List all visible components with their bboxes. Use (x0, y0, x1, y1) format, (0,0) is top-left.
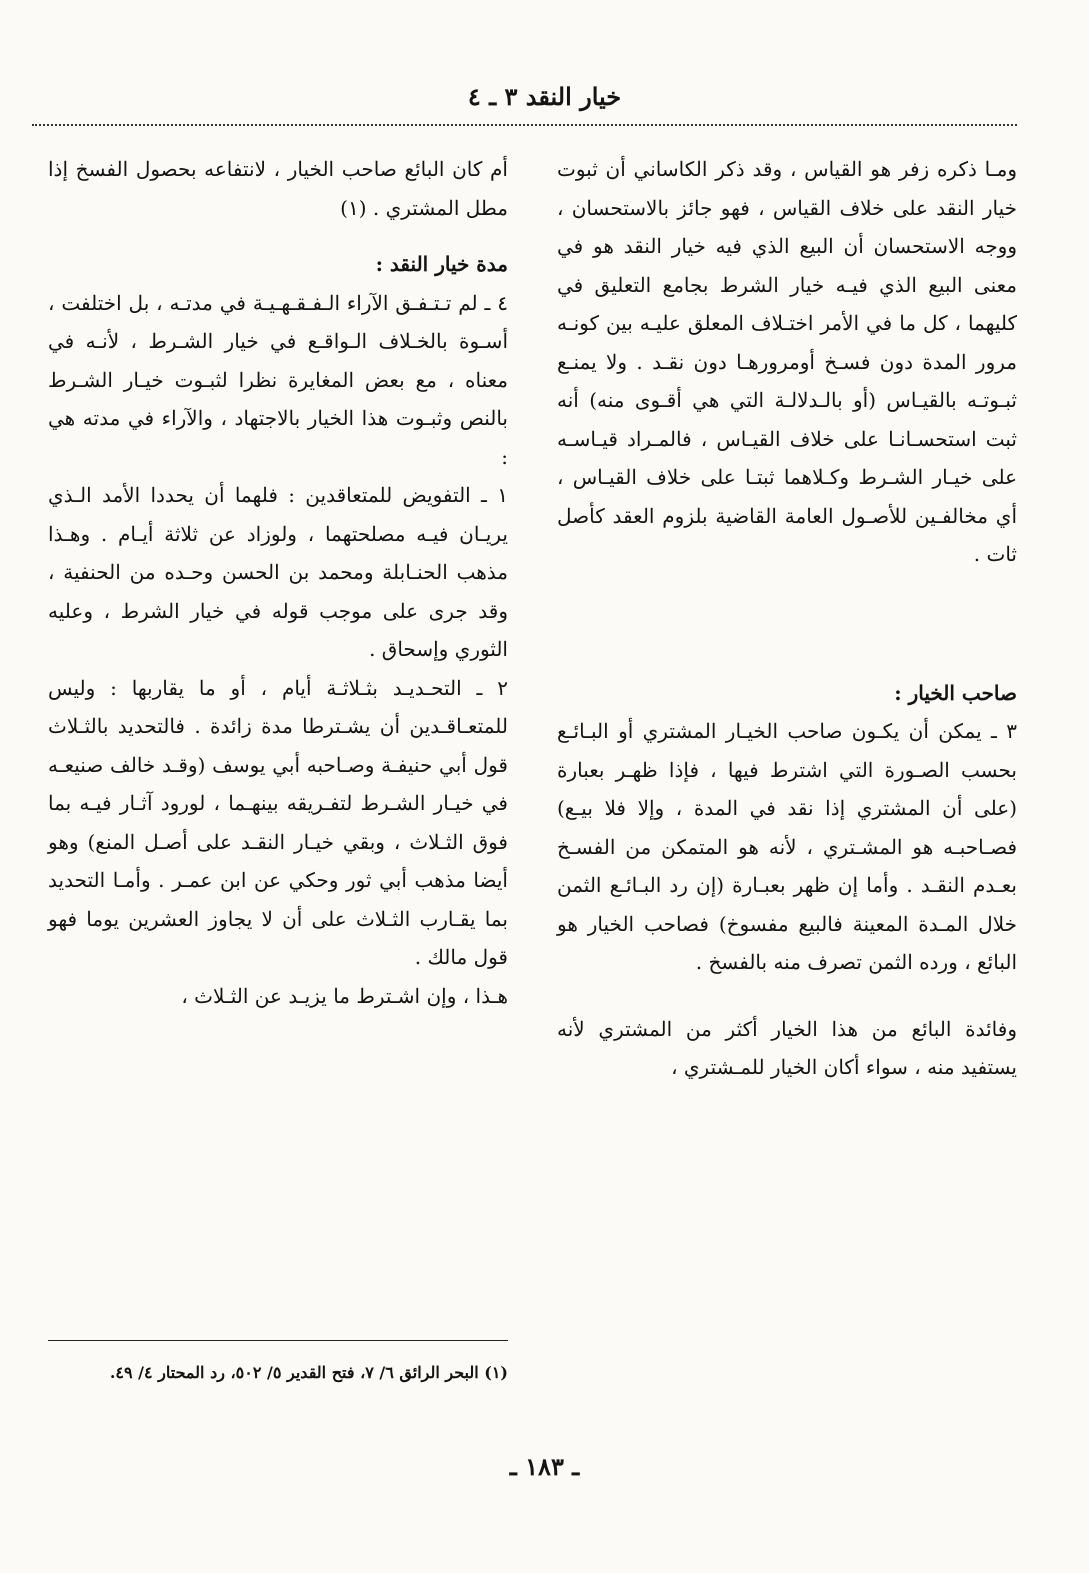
right-paragraph-3: وفائدة البائع من هذا الخيار أكثر من المشتري لأنه يستفيد منه ، سواء أكان الخيار للمـشتري ، (557, 1016, 1017, 1079)
footnote-rule (48, 1340, 508, 1341)
running-header: خيار النقد ٣ ـ ٤ (467, 82, 622, 111)
header-dotted-rule (32, 124, 1017, 126)
right-paragraph-2: ٣ ـ يمكن أن يكـون صاحب الخيـار المشتري أو البـائـع بحسب الصـورة التي اشترط فيها ، فإذا ظهـر بعبارة (على أن المشتري إذا نقد في المدة ، وإلا فلا بيـع) فصـاحبـه هو المشـتري ، لأنه هو المتمكن من الفسـخ بعـدم النقـد . وأما إن ظهر بعبـارة (إن رد البـائـع الثمن خلال المـدة المعينة فالبيع مفسوخ) فصاحب الخيار هو البائع ، ورده الثمن تصرف منه بالفسخ . (557, 719, 1017, 974)
left-paragraph-4: ٢ ـ التحـديـد بثـلاثـة أيام ، أو ما يقاربها : وليس للمتعـاقـدين أن يشـترطا مدة زائدة . فالتحديد بالثـلاث قول أبي حنيفـة وصـاحبه أبي يوسف (وقـد خالف صنيعـه في خيـار الشـرط لتفـريقه بينهـما ، لورود آثـار فيـه بما فوق الثـلاث ، وبقي خيـار النقـد على أصـل المنع) وهو أيضا مذهب أبي ثور وحكي عن ابن عمـر . وأمـا التحديد بما يقـارب الثـلاث على أن لا يجاوز العشرين يوما فهو قول مالك . (48, 675, 508, 969)
section-heading-duration: مدة خيار النقد : (375, 252, 508, 276)
left-paragraph-1: أم كان البائع صاحب الخيار ، لانتفاعه بحصول الفسخ إذا مطل المشتري . (١) (48, 157, 508, 220)
page-number: ـ ١٨٣ ـ (509, 1452, 580, 1481)
right-column (557, 150, 1017, 1087)
left-paragraph-2: ٤ ـ لم تـتـفـق الآراء الـفـقـهـيـة في مدتـه ، بل اختلفت ، أسـوة بالخـلاف الـواقـع في خيار الشـرط ، لأنـه في معناه ، مع بعض المغايرة نظرا لثبـوت خيـار الشـرط بالنص وثبـوت هذا الخيار بالاجتهاد ، والآراء في مدته هي : (48, 290, 508, 469)
section-heading-option-holder: صاحب الخيار : (894, 680, 1017, 705)
left-column (48, 150, 508, 1015)
left-paragraph-3: ١ ـ التفويض للمتعاقدين : فلهما أن يحددا الأمد الـذي يريـان فيـه مصلحتهما ، ولوزاد عن ثلاثة أيـام . وهـذا مذهب الحنـابلة ومحمد بن الحسن وحـده من الحنفية ، وقد جرى على موجب قوله في خيار الشرط ، وعليه الثوري وإسحاق . (48, 483, 508, 661)
right-paragraph-1: ومـا ذكره زفر هو القياس ، وقد ذكر الكاساني أن ثبوت خيار النقد على خلاف القياس ، فهو جائز بالاستحسان ، ووجه الاستحسان أن البيع الذي فيه خيار النقد هو في معنى البيع الذي فيـه خيار الشرط بجامع التعليق في كليهما ، كل ما في الأمر اختـلاف المعلق عليـه بين كونـه مرور المدة دون فسـخ أومرورهـا دون نقـد . ولا يمنـع ثبـوتـه بالقيـاس (أو بالـدلالـة التي هي أقـوى منه) أنه ثبت استحسـانـا على خلاف القيـاس ، فالمـراد قيـاسـه على خيـار الشـرط وكـلاهما ثبتـا على خلاف القيـاس ، أي مخالفـين للأصـول العامة القاضية بلزوم العقد كأصل ثات . (557, 157, 1017, 566)
footnote: (١) البحر الرائق ٦/ ٧، فتح القدير ٥/ ٥٠٢، رد المحتار ٤/ ٤٩. (109, 1363, 508, 1382)
left-paragraph-5: هـذا ، وإن اشـترط ما يزيـد عن الثـلاث ، (181, 983, 508, 1008)
